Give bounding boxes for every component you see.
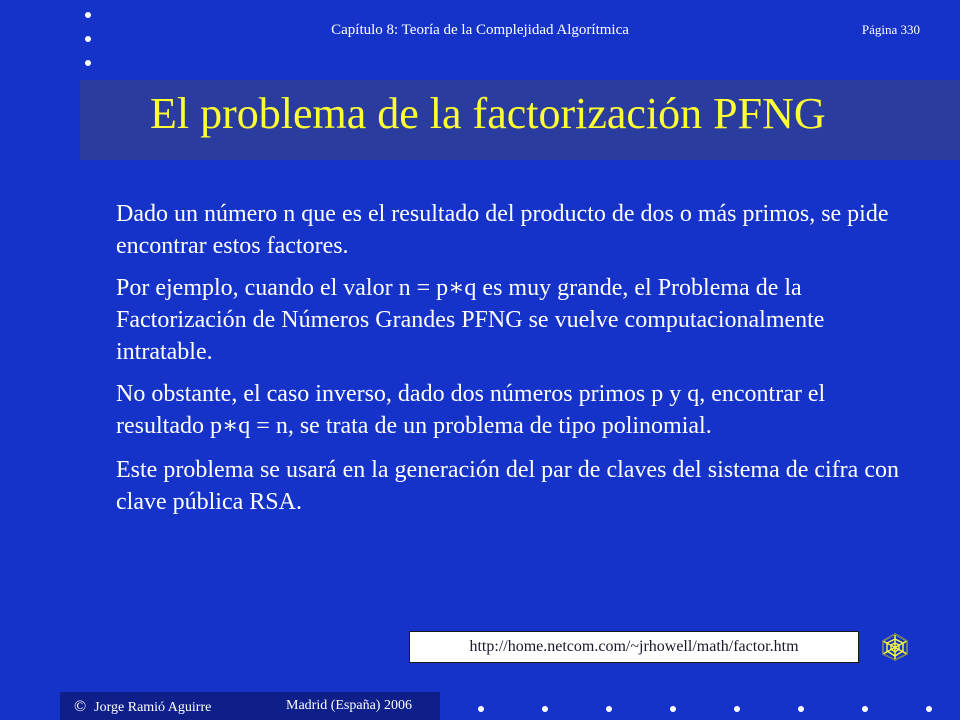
paragraph: No obstante, el caso inverso, dado dos números primos p y q, encontrar el resultado p∗q = n, se trata de un problema de tipo polinomial. [116, 381, 826, 439]
paragraph: Este problema se usará en la generación del par de claves del sistema de cifra con clave pública RSA. [116, 457, 899, 515]
decorative-dot [798, 706, 804, 712]
copyright-symbol: © [74, 698, 87, 715]
slide-title: El problema de la factorización PFNG [150, 89, 826, 138]
url-link-box[interactable] [409, 631, 859, 663]
decorative-dot [606, 706, 612, 712]
url-link[interactable]: http://home.netcom.com/~jrhowell/math/factor.htm [469, 638, 799, 655]
spiderweb-icon[interactable] [880, 632, 910, 662]
author-name: Jorge Ramió Aguirre [94, 700, 212, 715]
decorative-dot [926, 706, 932, 712]
decorative-dot [85, 12, 91, 18]
decorative-dot [670, 706, 676, 712]
chapter-header: Capítulo 8: Teoría de la Complejidad Algorítmica [331, 22, 629, 38]
decorative-dot [542, 706, 548, 712]
decorative-dot [734, 706, 740, 712]
page-number: Página 330 [861, 22, 920, 37]
footer-place: Madrid (España) 2006 [286, 698, 412, 713]
slide-body [116, 198, 916, 528]
paragraph: Dado un número n que es el resultado del producto de dos o más primos, se pide encontrar estos factores. [116, 201, 889, 259]
footer-author [74, 698, 211, 716]
decorative-dot [478, 706, 484, 712]
decorative-dot [862, 706, 868, 712]
decorative-dot [85, 60, 91, 66]
paragraph: Por ejemplo, cuando el valor n = p∗q es muy grande, el Problema de la Factorización de Números Grandes PFNG se vuelve computacionalmente intratable. [116, 275, 825, 365]
